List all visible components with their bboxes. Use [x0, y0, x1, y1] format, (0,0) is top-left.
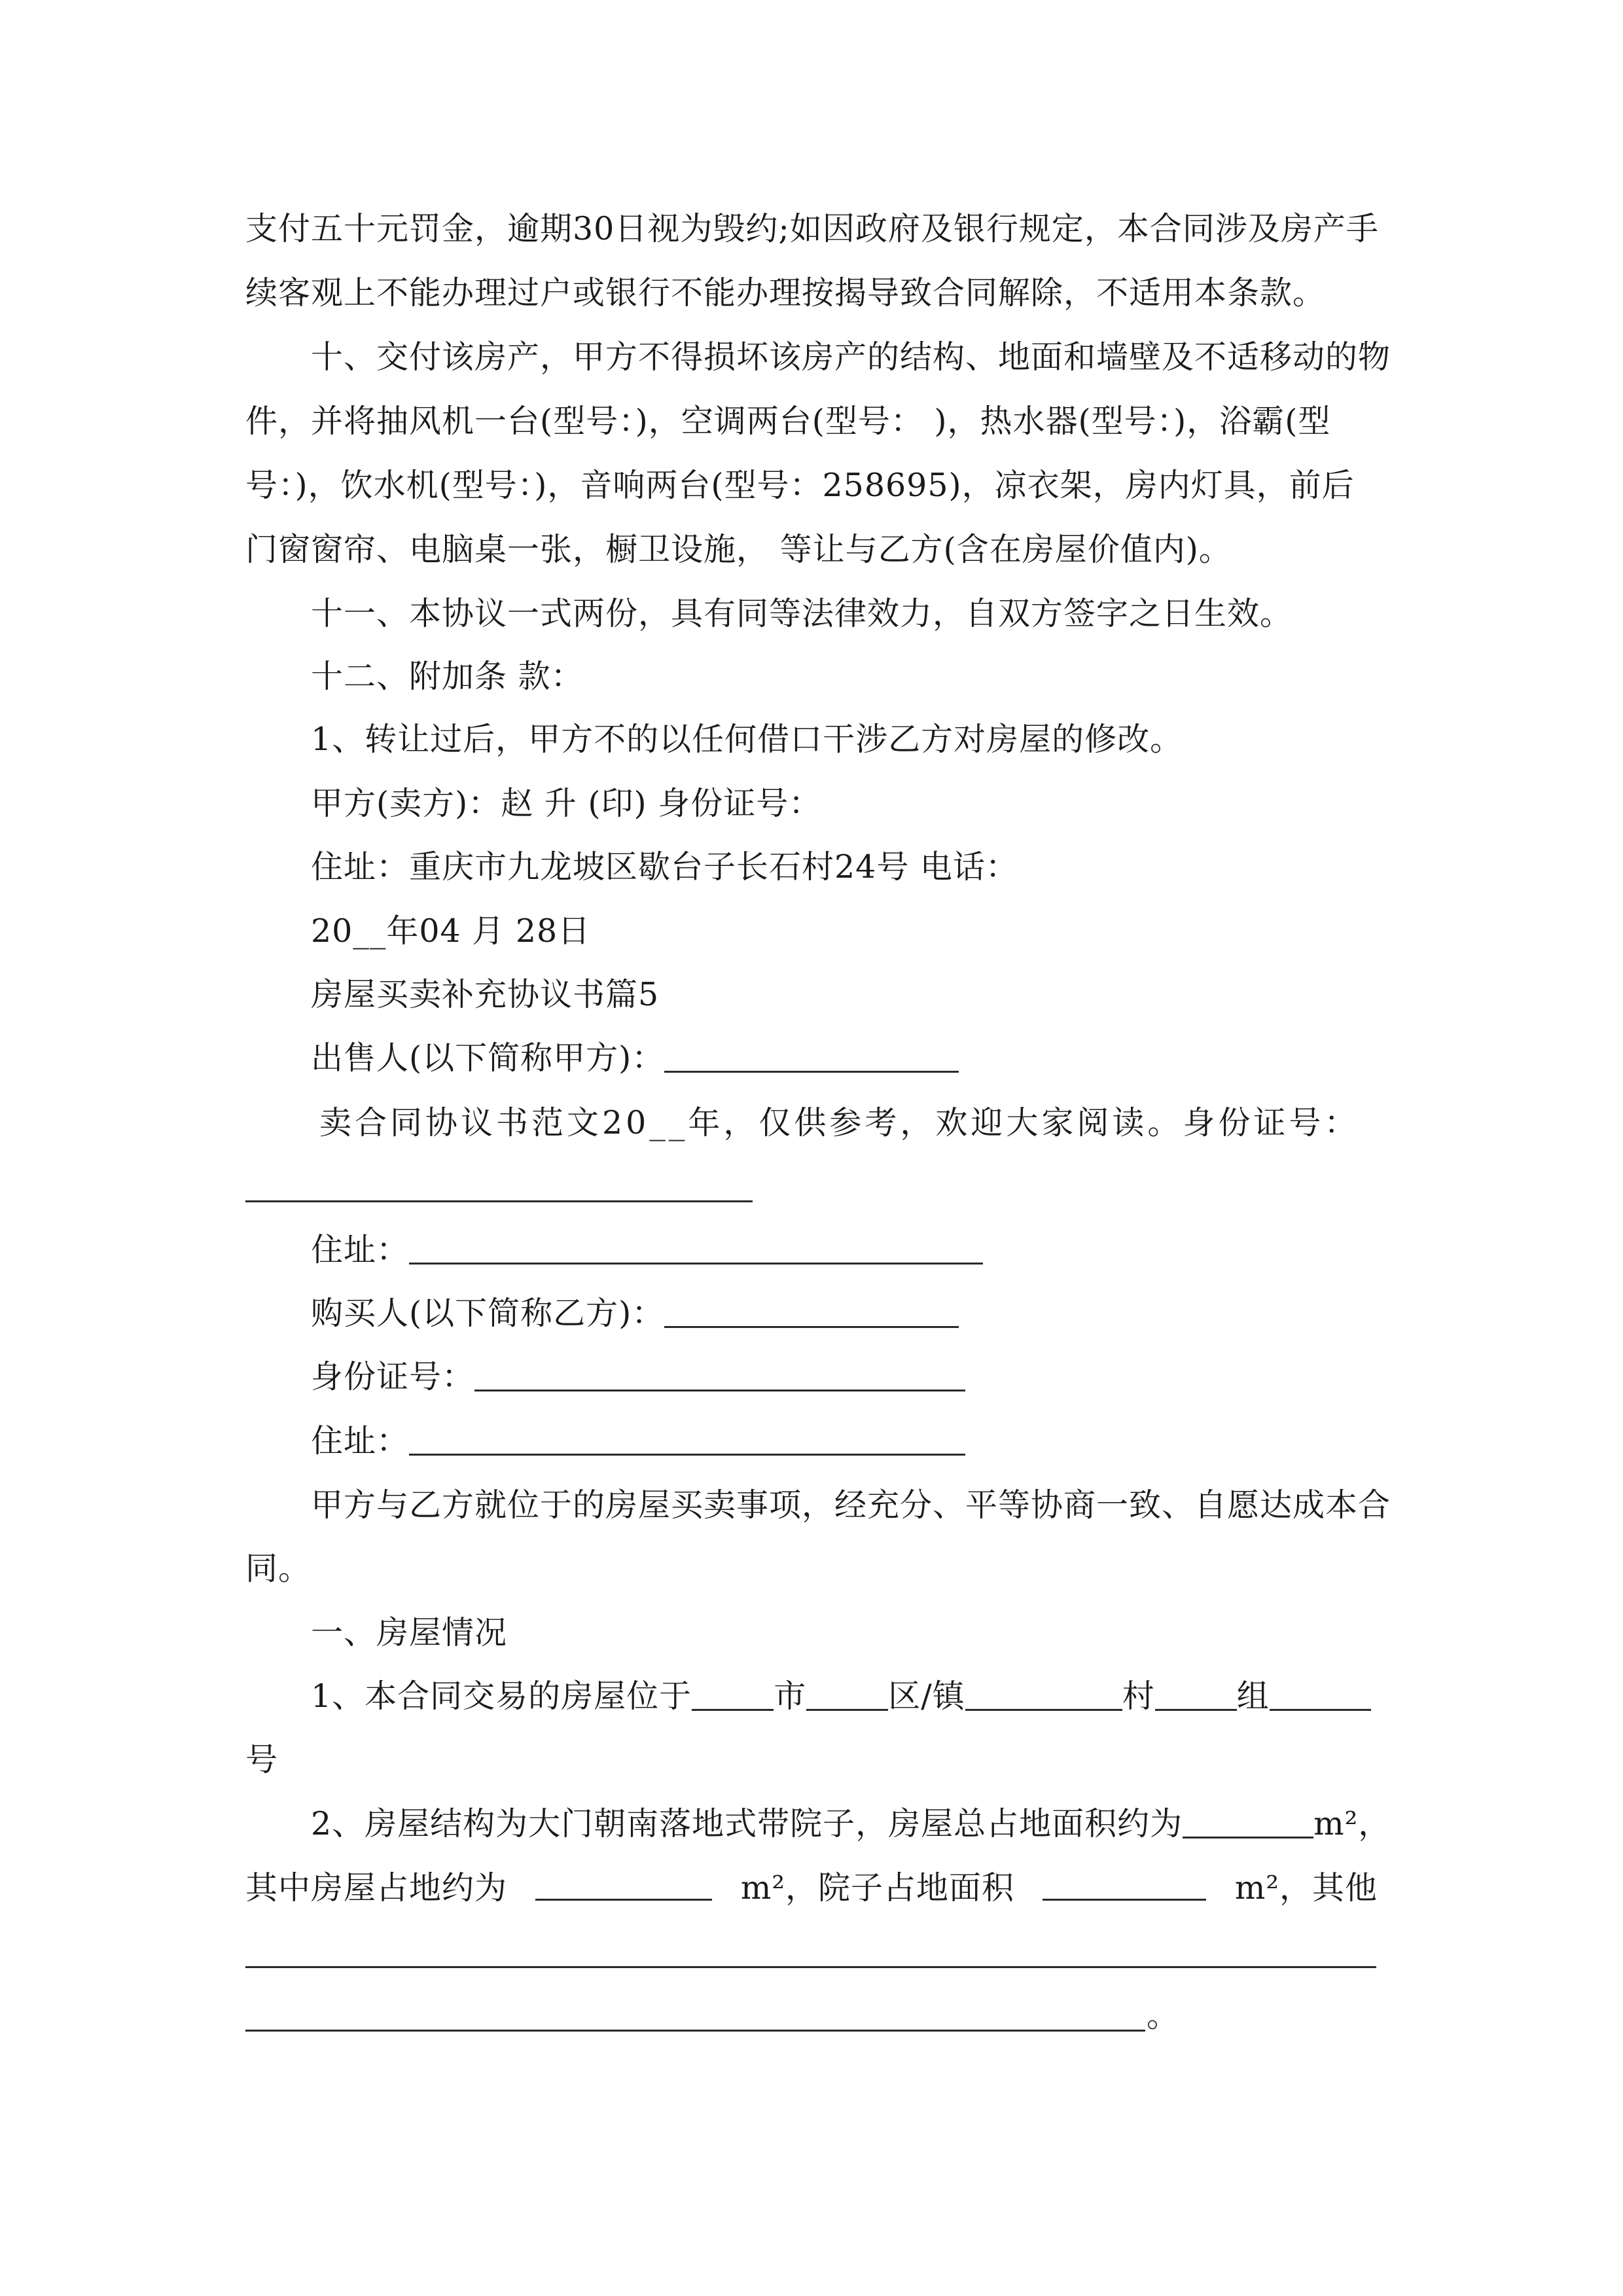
- total-area-blank: [1183, 1806, 1313, 1839]
- seller-blank: [664, 1041, 959, 1073]
- party-a-line: 甲方(卖方)：赵 升 (印) 身份证号：: [311, 785, 822, 822]
- text-line: 十、交付该房产，甲方不得损坏该房产的结构、地面和墙壁及不适移动的物: [311, 338, 1391, 376]
- id-label: 身份证号：: [311, 1358, 475, 1395]
- address-blank: [409, 1232, 983, 1265]
- village-label: 村: [1122, 1677, 1155, 1715]
- section-heading: 一、房屋情况: [311, 1614, 508, 1651]
- address-blank: [409, 1424, 965, 1456]
- village-blank: [965, 1679, 1122, 1711]
- address-label: 住址：: [311, 1422, 410, 1460]
- text-line: 件，并将抽风机一台(型号：)，空调两台(型号： )，热水器(型号：)，浴霸(型: [245, 403, 1331, 440]
- district-label: 区/镇: [888, 1677, 965, 1715]
- yard-area-label: m²，院子占地面积: [740, 1869, 1014, 1907]
- text-line: 门窗窗帘、电脑桌一张，橱卫设施， 等让与乙方(含在房屋价值内)。: [245, 531, 1232, 568]
- text-line: 卖合同协议书范文20__年，仅供参考，欢迎大家阅读。身份证号：: [319, 1104, 1360, 1141]
- id-number-blank: [245, 1200, 753, 1202]
- group-label: 组: [1236, 1677, 1270, 1715]
- location-line: [311, 1677, 1378, 1716]
- text-line: 号：)，饮水机(型号：)，音响两台(型号：258695)，凉衣架，房内灯具，前后: [245, 467, 1355, 504]
- other-label: m²，其他: [1234, 1869, 1378, 1907]
- text-line: 甲方与乙方就位于的房屋买卖事项，经充分、平等协商一致、自愿达成本合: [311, 1486, 1391, 1524]
- text-line: 1、转让过后，甲方不的以任何借口干涉乙方对房屋的修改。: [311, 721, 1183, 758]
- buyer-label: 购买人(以下简称乙方)：: [311, 1295, 665, 1332]
- address-line: 住址：重庆市九龙坡区歇台子长石村24号 电话：: [311, 848, 1018, 886]
- other-blank-line: [245, 2030, 1145, 2032]
- area-label: 2、房屋结构为大门朝南落地式带院子，房屋总占地面积约为: [311, 1805, 1183, 1842]
- period: 。: [1147, 1997, 1180, 2034]
- unit-label: m²，: [1313, 1805, 1391, 1842]
- yard-area-blank: [1043, 1869, 1206, 1901]
- text-line: 续客观上不能办理过户或银行不能办理按揭导致合同解除，不适用本条款。: [245, 274, 1326, 312]
- text-line: 十一、本协议一式两份，具有同等法律效力，自双方签字之日生效。: [311, 595, 1293, 632]
- house-area-blank: [535, 1869, 712, 1901]
- group-blank: [1155, 1679, 1237, 1711]
- text-line: 同。: [245, 1550, 312, 1587]
- other-blank-line: [245, 1966, 1376, 1968]
- seller-address-line: [311, 1230, 1378, 1270]
- buyer-id-line: [311, 1357, 1378, 1397]
- city-blank: [692, 1679, 774, 1711]
- location-label: 1、本合同交易的房屋位于: [311, 1677, 692, 1715]
- section-heading: 房屋买卖补充协议书篇5: [311, 976, 660, 1013]
- id-blank: [474, 1359, 965, 1391]
- number-blank: [1270, 1679, 1371, 1711]
- text-line: 十二、附加条 款：: [311, 658, 584, 695]
- buyer-address-line: [311, 1422, 1378, 1461]
- text-line: 号: [245, 1741, 279, 1778]
- seller-line: [311, 1039, 1378, 1078]
- text-line: 支付五十元罚金，逾期30日视为毁约;如因政府及银行规定，本合同涉及房产手: [245, 210, 1379, 247]
- date-line: 20__年04 月 28日: [311, 912, 591, 950]
- area-detail-line: [245, 1869, 1378, 1908]
- area-line: [311, 1804, 1391, 1844]
- district-blank: [806, 1679, 888, 1711]
- city-label: 市: [774, 1677, 807, 1715]
- address-label: 住址：: [311, 1231, 410, 1268]
- house-area-label: 其中房屋占地约为: [245, 1869, 508, 1907]
- seller-label: 出售人(以下简称甲方)：: [311, 1039, 665, 1077]
- buyer-line: [311, 1294, 1378, 1333]
- buyer-blank: [664, 1296, 959, 1328]
